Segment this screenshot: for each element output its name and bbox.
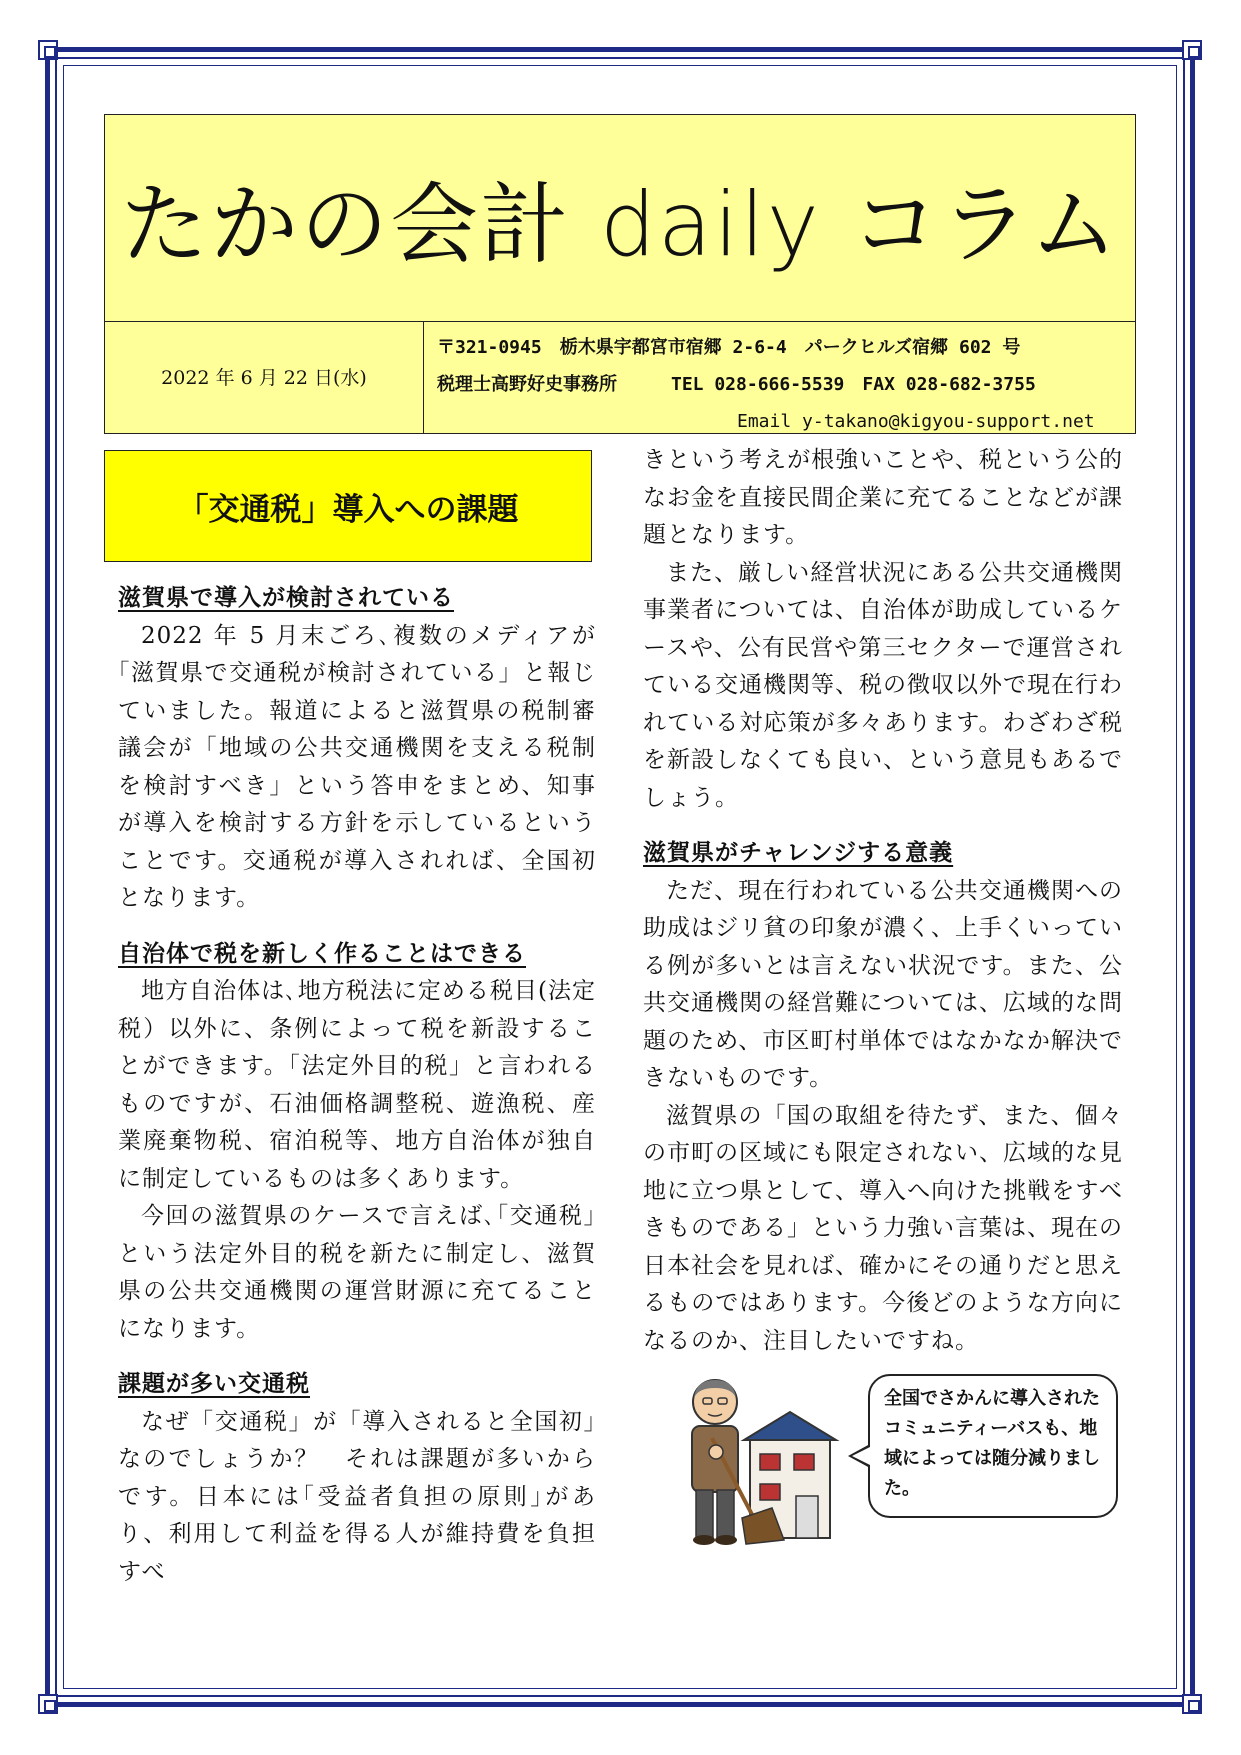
paragraph: 2022 年 5 月末ごろ､複数のメディアが｢滋賀県で交通税が検討されている」と報じていました。報道によると滋賀県の税制審議会が「地域の公共交通機関を支える税制を検討すべき」という答申をまとめ、知事が導入を検討する方針を示しているということです。交通税が導入されれば、全国初となります。 bbox=[118, 622, 597, 911]
office-address: 〒321-0945 栃木県宇都宮市宿郷 2-6-4 パークヒルズ宿郷 602 号 bbox=[437, 337, 1021, 358]
paragraph-continued: きという考えが根強いことや、税という公的なお金を直接民間企業に充てることなどが課題となります。 bbox=[643, 447, 1123, 548]
section-heading: 滋賀県で導入が検討されている bbox=[118, 585, 454, 611]
border-corner-ornament bbox=[38, 40, 58, 60]
office-email: Email y-takano@kigyou-support.net bbox=[737, 411, 1095, 432]
article-column-left bbox=[118, 580, 596, 1591]
speech-bubble-tail-fill bbox=[852, 1447, 870, 1465]
speech-bubble: 全国でさかんに導入されたコミュニティーバスも、地域によっては随分減りました。 bbox=[868, 1374, 1118, 1518]
section-heading: 滋賀県がチャレンジする意義 bbox=[643, 840, 954, 866]
border-corner-ornament bbox=[1182, 1694, 1202, 1714]
border-corner-ornament bbox=[38, 1694, 58, 1714]
paragraph: 地方自治体は､地方税法に定める税目(法定税）以外に、条例によって税を新設することができます。｢法定外目的税」と言われるものですが、石油価格調整税、遊漁税、産業廃棄物税、宿泊税等、地方自治体が独自に制定しているものは多くあります。 bbox=[118, 978, 597, 1192]
office-contact: 税理士高野好史事務所 TEL 028-666-5539 FAX 028-682-3755 bbox=[437, 374, 1036, 395]
section-heading: 課題が多い交通税 bbox=[118, 1371, 310, 1397]
man-sweeping-illustration bbox=[672, 1368, 842, 1548]
section-heading: 自治体で税を新しく作ることはできる bbox=[118, 940, 526, 967]
article-headline: 「交通税」導入への課題 bbox=[104, 450, 592, 562]
paragraph: なぜ「交通税」が「導入されると全国初」なのでしょうか？ それは課題が多いからです。日本には｢受益者負担の原則｣があり、利用して利益を得る人が維持費を負担すべ bbox=[118, 1408, 596, 1585]
article-column-right bbox=[643, 442, 1123, 1360]
header-divider bbox=[105, 321, 1135, 322]
header-vertical-divider bbox=[423, 321, 424, 433]
paragraph: また、厳しい経営状況にある公共交通機関事業者については、自治体が助成しているケースや、公有民営や第三セクターで運営されている交通機関等、税の徴収以外で現在行われている対応策が多々あります。わざわざ税を新設しなくても良い、という意見もあるでしょう。 bbox=[643, 559, 1123, 811]
paragraph: 今回の滋賀県のケースで言えば､｢交通税」という法定外目的税を新たに制定し、滋賀県の公共交通機関の運営財源に充てることになります。 bbox=[118, 1203, 597, 1342]
issue-date: 2022 年 6 月 22 日(水) bbox=[161, 367, 367, 389]
paragraph: 滋賀県の「国の取組を待たず、また、個々の市町の区域にも限定されない、広域的な見地に立つ県として、導入へ向けた挑戦をすべきものである」という力強い言葉は、現在の日本社会を見れば、確かにその通りだと思えるものではあります。今後どのような方向になるのか、注目したいですね。 bbox=[643, 1102, 1123, 1354]
border-corner-ornament bbox=[1182, 40, 1202, 60]
column-header bbox=[104, 114, 1136, 434]
column-title: たかの会計 daily コラム bbox=[120, 173, 1120, 276]
office-info bbox=[437, 329, 1095, 440]
paragraph: ただ、現在行われている公共交通機関への助成はジリ貧の印象が濃く、上手くいっている例が多いとは言えない状況です。また、公共交通機関の経営難については、広域的な問題のため、市区町村単体ではなかなか解決できないものです。 bbox=[643, 877, 1123, 1091]
